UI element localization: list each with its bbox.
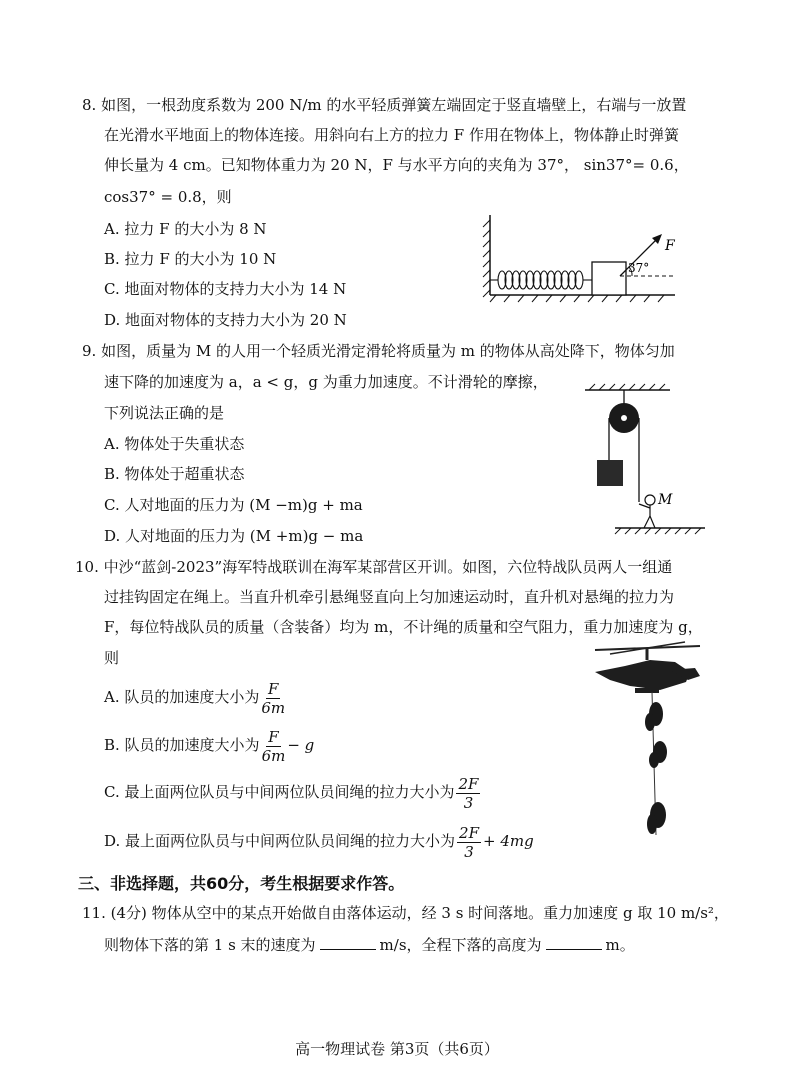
q8-option-a: A. 拉力 F 的大小为 8 N bbox=[104, 220, 267, 238]
q8-stem-line-3: 伸长量为 4 cm。已知物体重力为 20 N，F 与水平方向的夹角为 37°， sin37°= 0.6， bbox=[104, 156, 689, 174]
q8-stem-line-1: 8. 如图，一根劲度系数为 200 N/m 的水平轻质弹簧左端固定于竖直墙壁上，右端与一放置 bbox=[82, 96, 687, 114]
q10-option-b-fraction: $\frac{F}{6m}$ bbox=[261, 727, 286, 765]
q9-stem-line-2: 速下降的加速度为 a，a < g，g 为重力加速度。不计滑轮的摩擦， bbox=[104, 373, 548, 391]
q11-stem-line-1: 11. (4分) 物体从空中的某点开始做自由落体运动，经 3 s 时间落地。重力加速度 g 取 10 m/s²， bbox=[82, 904, 729, 922]
q9-option-d: D. 人对地面的压力为 (M +m)g − ma bbox=[104, 527, 364, 545]
q9-option-b: B. 物体处于超重状态 bbox=[104, 465, 245, 483]
q8-option-d: D. 地面对物体的支持力大小为 20 N bbox=[104, 311, 347, 329]
q10-option-a-fraction: $\frac{F}{6m}$ bbox=[261, 679, 286, 717]
q9-person-label: M bbox=[658, 492, 673, 508]
page-footer: 高一物理试卷 第3页（共6页） bbox=[295, 1040, 499, 1058]
q8-stem-line-2: 在光滑水平地面上的物体连接。用斜向右上方的拉力 F 作用在物体上，物体静止时弹簧 bbox=[104, 126, 679, 144]
q10-option-b-text: B. 队员的加速度大小为 bbox=[104, 736, 260, 754]
q8-force-label: F bbox=[665, 238, 675, 254]
q9-stem-line-3: 下列说法正确的是 bbox=[104, 404, 225, 422]
q11-text-b: m/s，全程下落的高度为 bbox=[379, 936, 542, 954]
q10-option-c bbox=[104, 771, 482, 813]
q8-spring-figure bbox=[480, 210, 680, 305]
q11-text-c: m。 bbox=[605, 936, 635, 954]
q8-angle-label: 37° bbox=[628, 261, 650, 275]
q10-option-a-text: A. 队员的加速度大小为 bbox=[104, 688, 260, 706]
q10-option-d-tail: + 4mg bbox=[482, 832, 534, 850]
q8-option-b: B. 拉力 F 的大小为 10 N bbox=[104, 250, 277, 268]
section-3-heading: 三、非选择题，共60分，考生根据要求作答。 bbox=[78, 874, 405, 893]
q10-stem-line-4: 则 bbox=[104, 649, 120, 667]
q11-answer-blank-height[interactable] bbox=[546, 935, 602, 950]
q11-answer-blank-velocity[interactable] bbox=[320, 935, 376, 950]
q10-option-c-fraction: $\frac{2F}{3}$ bbox=[458, 774, 479, 812]
q10-option-d-text: D. 最上面两位队员与中间两位队员间绳的拉力大小为 bbox=[104, 832, 456, 850]
q8-option-c: C. 地面对物体的支持力大小为 14 N bbox=[104, 280, 347, 298]
q10-option-b-tail: − g bbox=[287, 736, 315, 754]
q9-stem-line-1: 9. 如图，质量为 M 的人用一个轻质光滑定滑轮将质量为 m 的物体从高处降下，物体匀加 bbox=[82, 342, 675, 360]
q9-option-a: A. 物体处于失重状态 bbox=[104, 435, 245, 453]
q11-stem-line-2 bbox=[104, 935, 635, 955]
q10-option-d bbox=[104, 820, 534, 862]
q9-option-c: C. 人对地面的压力为 (M −m)g + ma bbox=[104, 496, 363, 514]
q10-stem-line-1: 10. 中沙“蓝剑-2023”海军特战联训在海军某部营区开训。如图，六位特战队员两人一组通 bbox=[75, 558, 673, 576]
q8-stem-line-4: cos37° = 0.8，则 bbox=[104, 188, 232, 206]
q10-option-b bbox=[104, 724, 314, 766]
q9-pulley-figure bbox=[575, 382, 715, 542]
q10-option-a bbox=[104, 676, 287, 718]
q10-option-d-fraction: $\frac{2F}{3}$ bbox=[459, 823, 479, 861]
q10-stem-line-2: 过挂钩固定在绳上。当直升机牵引悬绳竖直向上匀加速运动时，直升机对悬绳的拉力为 bbox=[104, 588, 675, 606]
q11-text-a: 则物体下落的第 1 s 末的速度为 bbox=[104, 936, 316, 954]
q10-helicopter-figure bbox=[590, 640, 705, 840]
q10-option-c-text: C. 最上面两位队员与中间两位队员间绳的拉力大小为 bbox=[104, 783, 455, 801]
q10-stem-line-3: F，每位特战队员的质量（含装备）均为 m，不计绳的质量和空气阻力，重力加速度为 g， bbox=[104, 618, 703, 636]
